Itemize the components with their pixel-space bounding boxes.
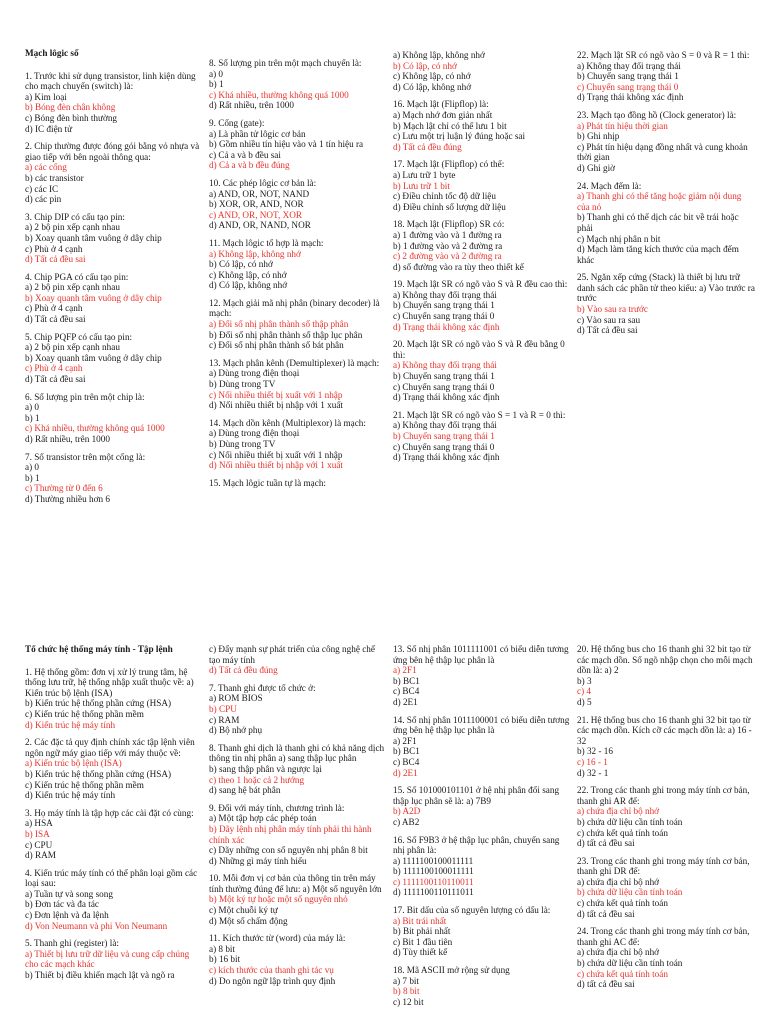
answer-option: c) các IC: [25, 183, 59, 194]
answer-option: a) 8 bit: [209, 943, 236, 954]
answer-option: c) 16 - 1: [577, 756, 608, 767]
question-text: 11. Mạch lôgic tổ hợp là mạch:: [209, 237, 324, 248]
answer-option: a) Không thay đổi trạng thái: [393, 289, 497, 300]
question-block: [25, 71, 203, 135]
answer-option: c) Thường từ 0 đến 6: [25, 483, 103, 494]
answer-option: b) Dùng trong TV: [209, 379, 276, 390]
answer-option: c) 1111100110110011: [393, 876, 474, 887]
answer-option: a) chứa địa chỉ bộ nhớ: [577, 947, 660, 958]
question-block: [393, 835, 571, 899]
question-text: 15. Mạch lôgic tuần tự là mạch:: [209, 477, 326, 488]
answer-option: d) Tất cả đều sai: [25, 254, 86, 265]
answer-option: b) Bit phải nhất: [393, 926, 451, 937]
answer-option: c) Khá nhiều, thường không quá 1000: [25, 423, 165, 434]
question-block: [209, 803, 387, 867]
answer-option: b) Xoay quanh tâm vuông ở dây chip: [25, 232, 162, 243]
answer-option: a) Không thay đổi trạng thái: [393, 360, 497, 371]
answer-option: d) 5: [577, 696, 592, 707]
answer-option: d) tất cả đều sai: [577, 908, 635, 919]
section-title: Mạch lôgic số: [25, 48, 79, 58]
question-text: 5. Thanh ghi (register) là:: [25, 938, 119, 949]
answer-option: c) chứa kết quả tính toán: [577, 898, 668, 909]
answer-option: d) 2E1: [393, 696, 418, 707]
answer-option: b) Gồm nhiều tín hiệu vào và 1 tín hiệu ra: [209, 139, 364, 150]
answer-option: d) Cả a và b đều đúng: [209, 160, 290, 171]
answer-option: b) 32 - 16: [577, 746, 613, 757]
column-3: [393, 50, 571, 470]
answer-option: d) AND, OR, NAND, NOR: [209, 220, 311, 231]
question-block: [25, 667, 203, 731]
answer-option: c) BC4: [393, 686, 420, 697]
answer-option: b) BC1: [393, 746, 420, 757]
answer-option: a) Là phần tử lôgic cơ bản: [209, 128, 306, 139]
answer-option: a) 2 bộ pin xếp cạnh nhau: [25, 282, 120, 293]
answer-option: d) sang hệ bát phân: [209, 785, 281, 796]
question-block: [393, 99, 571, 152]
answer-option: a) ROM BIOS: [209, 693, 263, 704]
column-3: [393, 644, 571, 1014]
question-block: [577, 272, 755, 336]
answer-option: a) Kim loại: [25, 91, 67, 102]
answer-option: a) Bit trái nhất: [393, 915, 447, 926]
answer-option: d) Có lập, không nhớ: [393, 81, 472, 92]
answer-option: a) Dùng trong điện thoại: [209, 368, 300, 379]
question-block: [577, 181, 755, 266]
answer-option: b) Một ký tự hoặc một số nguyên nhỏ: [209, 894, 348, 905]
answer-option: d) Tất cả đều sai: [25, 374, 86, 385]
answer-option: b) 1: [209, 79, 224, 90]
question-block: [393, 785, 571, 827]
answer-option: b) 1: [25, 472, 40, 483]
answer-option: c) Không lập, có nhớ: [209, 269, 287, 280]
answer-option: a) Mạch nhớ đơn giản nhất: [393, 109, 493, 120]
question-text: 22. Trong các thanh ghi trong máy tính cơ bản, thanh ghi AR để:: [577, 785, 750, 806]
question-text: 25. Ngăn xếp cứng (Stack) là thiết bị lưu trữ danh sách các phần tử theo kiểu: a) Vào trước ra trước: [577, 272, 755, 304]
question-text: 8. Số lượng pin trên một mạch chuyển là:: [209, 58, 362, 68]
answer-option: d) Trạng thái không xác định: [393, 321, 500, 332]
answer-option: b) Đơn tác và đa tác: [25, 899, 99, 910]
answer-option: d) Một số chấm động: [209, 915, 288, 926]
answer-option: b) 3: [577, 675, 592, 686]
answer-option: d) Trạng thái không xác định: [393, 452, 500, 463]
answer-option: c) Vào sau ra sau: [577, 314, 641, 325]
answer-option: a) Tuần tự và song song: [25, 888, 113, 899]
answer-option: d) Nối nhiều thiết bị nhập với 1 xuất: [209, 460, 343, 471]
answer-option: c) Một chuỗi ký tự: [209, 905, 278, 916]
answer-option: a) HSA: [25, 818, 53, 829]
answer-option: d) Điều chỉnh số lượng dữ liệu: [393, 201, 506, 212]
answer-option: d) Kiến trúc hệ máy tính: [25, 790, 116, 801]
question-text: 5. Chip PQFP có cấu tạo pin:: [25, 331, 133, 342]
question-block: [209, 178, 387, 231]
column-1: [25, 48, 203, 512]
answer-option: d) số đường vào ra tùy theo thiết kế: [393, 261, 524, 272]
question-text: 3. Họ máy tính là tập hợp các cài đặt có cùng:: [25, 807, 194, 818]
question-text: 21. Hệ thống bus cho 16 thanh ghi 32 bit tạo từ các mạch dồn. Kích cỡ các mạch dồn là: a) 16 - 32: [577, 714, 752, 746]
question-block: [393, 410, 571, 463]
answer-option: b) sang thập phân và ngược lại: [209, 763, 322, 774]
question-block: [25, 392, 203, 445]
question-text: 7. Thanh ghi được tổ chức ở:: [209, 682, 316, 693]
answer-option: c) kích thước của thanh ghi tác vụ: [209, 965, 334, 976]
answer-option: d) 1111100110111011: [393, 887, 474, 898]
answer-option: b) CPU: [209, 703, 237, 714]
answer-option: d) IC điện tử: [25, 123, 73, 134]
question-block: [25, 332, 203, 385]
answer-option: d) Có lập, không nhớ: [209, 280, 288, 291]
question-text: 9. Đối với máy tính, chương trình là:: [209, 802, 345, 813]
question-text: 18. Mã ASCII mở rộng sử dụng: [393, 965, 510, 976]
question-block: [577, 856, 755, 920]
answer-option: b) chứa dữ liệu cần tính toán: [577, 958, 683, 969]
answer-option: a) Kiến trúc bộ lệnh (ISA): [25, 758, 122, 769]
answer-option: c) chứa kết quả tính toán: [577, 968, 668, 979]
question-block: [393, 905, 571, 958]
answer-option: d) các pin: [25, 194, 62, 205]
answer-option: a) 2 bộ pin xếp cạnh nhau: [25, 222, 120, 233]
answer-option: c) Chuyển sang trạng thái 0: [393, 381, 495, 392]
answer-option: b) 1: [25, 412, 40, 423]
question-text: 16. Số F9B3 ở hệ thập lục phân, chuyển sang nhị phân là:: [393, 834, 560, 856]
question-text: 12. Mạch giải mã nhị phân (binary decoder) là mạch:: [209, 297, 380, 319]
answer-option: d) Trạng thái không xác định: [577, 92, 684, 103]
answer-option: c) Phát tín hiệu dạng đồng nhất và cung khoản thời gian: [577, 141, 748, 163]
answer-option: d) Rất nhiều, trên 1000: [209, 100, 294, 111]
answer-option: d) Tất cả đều sai: [25, 314, 86, 325]
answer-option: c) Mạch nhị phân n bit: [577, 233, 661, 244]
question-text: 20. Mạch lật SR có ngõ vào S và R đều bằng 0 thì:: [393, 339, 565, 360]
answer-option: a) 0: [209, 68, 224, 79]
question-block: [25, 272, 203, 325]
column-2: [209, 644, 387, 993]
answer-option: c) 4: [577, 686, 592, 697]
section-title: Tổ chức hệ thống máy tính - Tập lệnh: [25, 644, 173, 654]
answer-option: a) 2F1: [393, 665, 417, 676]
question-block: [209, 118, 387, 171]
answer-option: a) 1 đường vào và 1 đường ra: [393, 229, 502, 240]
question-text: 11. Kích thước từ (word) của máy là:: [209, 933, 346, 944]
question-block: [393, 50, 571, 92]
answer-option: a) Một tập hợp các phép toán: [209, 813, 317, 824]
question-block: [209, 478, 387, 489]
answer-option: d) tất cả đều sai: [577, 838, 635, 849]
question-block: [209, 683, 387, 736]
answer-option: d) Tùy thiết kế: [393, 947, 448, 958]
answer-option: b) Thanh ghi có thể dịch các bit về trái hoặc phải: [577, 212, 739, 233]
question-text: 1. Hệ thống gồm: đơn vị xử lý trung tâm, hệ thống lưu trữ, hệ thống nhập xuất thuộc về: a) Kiến trúc bộ lệnh (ISA): [25, 666, 194, 698]
question-block: [577, 110, 755, 174]
answer-option: b) Chuyển sang trạng thái 1: [393, 371, 495, 382]
answer-option: c) 2 đường vào và 2 đường ra: [393, 251, 502, 262]
answer-option: d) tất cả đều sai: [577, 979, 635, 990]
question-text: 9. Cổng (gate):: [209, 117, 265, 128]
answer-option: b) Vào sau ra trước: [577, 304, 648, 315]
answer-option: d) Tất cả đều đúng: [209, 665, 278, 676]
answer-option: c) Bóng đèn bình thường: [25, 112, 118, 123]
question-text: a) Không lập, không nhớ: [393, 50, 485, 60]
answer-option: d) Trạng thái không xác định: [393, 392, 500, 403]
answer-option: b) 1111100100011111: [393, 866, 474, 877]
answer-option: b) 16 bit: [209, 954, 241, 965]
answer-option: c) RAM: [209, 714, 240, 725]
question-text: 2. Chip thường được đóng gói bằng vỏ nhựa và giao tiếp với bên ngoài thông qua:: [25, 141, 200, 162]
answer-option: a) Không thay đổi trạng thái: [577, 60, 681, 71]
answer-option: a) 0: [25, 402, 40, 413]
question-text: 24. Mạch đếm là:: [577, 180, 642, 191]
answer-option: c) BC4: [393, 756, 420, 767]
answer-option: b) Ghi nhịp: [577, 131, 620, 142]
question-block: [25, 868, 203, 932]
answer-option: c) Chuyển sang trạng thái 0: [577, 81, 679, 92]
question-block: [393, 965, 571, 1007]
question-block: [25, 737, 203, 801]
question-text: 13. Mạch phân kênh (Demultiplexer) là mạch:: [209, 357, 380, 368]
answer-option: d) Mạch làm tăng kích thước của mạch đếm khác: [577, 244, 739, 265]
question-block: [393, 339, 571, 403]
question-block: [209, 933, 387, 986]
answer-option: b) chứa dữ liệu cần tính toán: [577, 887, 683, 898]
question-block: [209, 743, 387, 796]
answer-option: c) Dãy những con số nguyên nhị phân 8 bit: [209, 845, 368, 856]
question-text: 14. Mạch dồn kênh (Multiplexor) là mạch:: [209, 417, 366, 428]
answer-option: a) 2 bộ pin xếp cạnh nhau: [25, 342, 120, 353]
question-text: 4. Kiến trúc máy tính có thể phân loại gồm các loại sau:: [25, 867, 198, 889]
answer-option: a) AND, OR, NOT, NAND: [209, 188, 310, 199]
answer-option: b) Dùng trong TV: [209, 439, 276, 449]
question-block: [393, 219, 571, 272]
question-block: [393, 644, 571, 708]
answer-option: d) Kiến trúc hệ máy tính: [25, 719, 116, 730]
question-block: [25, 212, 203, 265]
answer-option: c) Phù ở 4 cạnh: [25, 363, 83, 374]
answer-option: a) 1111100100011111: [393, 855, 474, 866]
question-text: 1. Trước khi sử dụng transistor, linh kiện dùng cho mạch chuyển (switch) là:: [25, 70, 196, 92]
question-text: 23. Mạch tạo đồng hồ (Clock generator) là:: [577, 109, 737, 120]
answer-option: b) BC1: [393, 675, 420, 686]
question-block: [209, 873, 387, 926]
answer-option: b) Đổi số nhị phân thành số thập lục phân: [209, 329, 363, 340]
answer-option: c) Phù ở 4 cạnh: [25, 303, 83, 314]
column-2: [209, 58, 387, 495]
answer-option: d) 2E1: [393, 767, 418, 778]
answer-option: b) Xoay quanh tâm vuông ở dây chip: [25, 352, 162, 363]
question-block: [577, 644, 755, 708]
question-text: 17. Bit dấu của số nguyên lượng có dấu là:: [393, 905, 551, 916]
answer-option: a) 0: [25, 462, 40, 473]
question-text: 13. Số nhị phân 1011111001 có biểu diễn tương ứng bên hệ thập lục phân là: [393, 644, 569, 665]
question-text: 14. Số nhị phân 1011100001 có biểu diễn tương ứng bên hệ thập lục phân là: [393, 714, 570, 736]
answer-option: d) 32 - 1: [577, 767, 609, 778]
answer-option: d) Tất cả đều đúng: [393, 141, 462, 152]
question-text: 4. Chip PGA có cấu tạo pin:: [25, 271, 129, 282]
answer-option: c) Không lập, có nhớ: [393, 71, 471, 82]
question-block: [393, 159, 571, 212]
answer-option: b) Dãy lệnh nhị phân máy tính phải thi hành chính xác: [209, 823, 372, 845]
answer-option: b) 1 đường vào và 2 đường ra: [393, 240, 503, 251]
question-text: 6. Số lượng pin trên một chip là:: [25, 391, 145, 402]
question-text: 7. Số transistor trên một cổng là:: [25, 451, 146, 462]
question-text: 18. Mạch lật (Flipflop) SR có:: [393, 219, 505, 230]
question-block: [577, 50, 755, 103]
answer-option: d) Bộ nhớ phụ: [209, 725, 263, 736]
answer-option: b) Kiến trúc hệ thống phần cứng (HSA): [25, 698, 172, 709]
answer-option: a) Không thay đổi trạng thái: [393, 420, 497, 431]
question-text: 20. Hệ thống bus cho 16 thanh ghi 32 bit tạo từ các mạch dồn. Số ngõ nhập chọn cho mỗi mạch dồn là: a) 2: [577, 644, 753, 676]
answer-option: d) Do ngôn ngữ lập trình quy định: [209, 975, 336, 986]
answer-option: c) Kiến trúc hệ thống phần mềm: [25, 779, 144, 790]
question-text: 8. Thanh ghi dịch là thanh ghi có khả năng dịch thông tin nhị phân a) sang thập lục phân: [209, 742, 385, 764]
question-text: 10. Mỗi đơn vị cơ bản của thông tin trên máy tính thường đúng để lưu: a) Một số nguyên lớn: [209, 873, 382, 894]
answer-option: c) Đơn lệnh và đa lệnh: [25, 910, 109, 921]
answer-option: c) Chuyển sang trạng thái 0: [393, 311, 495, 322]
answer-option: d) Những gì máy tính hiểu: [209, 855, 307, 866]
answer-option: c) Lưu một trị luận lý đúng hoặc sai: [393, 131, 526, 142]
question-block: [209, 58, 387, 111]
question-block: [577, 785, 755, 849]
answer-option: b) các transistor: [25, 172, 84, 183]
answer-option: c) Điều chỉnh tốc độ dữ liệu: [393, 191, 496, 202]
answer-option: d) Rất nhiều, trên 1000: [25, 434, 110, 444]
answer-option: a) 7 bit: [393, 975, 420, 986]
answer-option: b) XOR, OR, AND, NOR: [209, 199, 304, 210]
answer-option: c) AB2: [393, 816, 420, 827]
column-4: [577, 50, 755, 343]
answer-option: b) A2D: [393, 806, 421, 817]
answer-option: a) Phát tín hiệu thời gian: [577, 120, 668, 131]
question-block: [393, 279, 571, 332]
answer-option: c) Bit 1 đầu tiên: [393, 936, 453, 947]
answer-option: d) Nối nhiều thiết bị nhập với 1 xuất: [209, 400, 343, 411]
column-4: [577, 644, 755, 997]
answer-option: a) chứa địa chỉ bộ nhớ: [577, 806, 660, 817]
column-1: [25, 644, 203, 988]
answer-option: a) chứa địa chỉ bộ nhớ: [577, 876, 660, 887]
answer-option: b) Thiết bị điều khiển mạch lật và ngõ ra: [25, 970, 175, 981]
question-text: 3. Chip DIP có cấu tạo pin:: [25, 211, 125, 222]
question-block: [209, 644, 387, 676]
answer-option: b) 8 bit: [393, 986, 420, 997]
answer-option: a) 2F1: [393, 735, 417, 746]
answer-option: c) theo 1 hoặc cả 2 hướng: [209, 774, 305, 785]
question-block: [209, 298, 387, 351]
question-text: 22. Mạch lật SR có ngõ vào S = 0 và R = 1 thì:: [577, 50, 750, 60]
answer-option: b) Kiến trúc hệ thống phần cứng (HSA): [25, 768, 172, 779]
answer-option: c) Phù ở 4 cạnh: [25, 243, 83, 254]
answer-option: a) Thiết bị lưu trữ dữ liệu và cung cấp chúng cho các mạch khác: [25, 948, 190, 970]
answer-option: b) Chuyển sang trạng thái 1: [393, 300, 495, 311]
answer-option: a) Không lập, không nhớ: [209, 248, 301, 259]
question-block: [209, 418, 387, 471]
question-text: 15. Số 101000101101 ở hệ nhị phân đổi sang thập lục phân sẽ là: a) 7B9: [393, 785, 560, 806]
answer-option: b) chứa dữ liệu cần tính toán: [577, 816, 683, 827]
question-text: 16. Mạch lật (Flipflop) là:: [393, 99, 489, 110]
question-text: 10. Các phép lôgic cơ bản là:: [209, 177, 317, 188]
question-block: [577, 926, 755, 990]
answer-option: c) CPU: [25, 839, 53, 850]
answer-option: b) Bóng đèn chân không: [25, 102, 116, 113]
answer-option: b) Có lập, có nhớ: [209, 259, 273, 270]
answer-option: b) Lưu trữ 1 bit: [393, 180, 450, 191]
answer-option: b) Có lập, có nhớ: [393, 60, 457, 71]
question-block: [25, 808, 203, 861]
answer-option: c) Nối nhiều thiết bị xuất với 1 nhập: [209, 389, 343, 400]
answer-option: b) Xoay quanh tâm vuông ở dây chip: [25, 292, 162, 303]
answer-option: b) Chuyển sang trạng thái 1: [393, 431, 495, 441]
answer-option: a) Thanh ghi có thể tăng hoặc giảm nội dung của nó: [577, 191, 742, 212]
answer-option: c) chứa kết quả tính toán: [577, 827, 668, 838]
answer-option: c) Khá nhiều, thường không quá 1000: [209, 89, 349, 100]
answer-option: b) Mạch lật chỉ có thể lưu 1 bit: [393, 120, 507, 131]
answer-option: c) AND, OR, NOT, XOR: [209, 209, 302, 220]
answer-option: c) Đổi số nhị phân thành số bát phân: [209, 340, 344, 351]
answer-option: c) Nối nhiều thiết bị xuất với 1 nhập: [209, 449, 343, 460]
answer-option: a) Dùng trong điện thoại: [209, 428, 300, 439]
answer-option: d) RAM: [25, 850, 56, 861]
answer-option: d) Tất cả đều sai: [577, 325, 638, 336]
question-text: 24. Trong các thanh ghi trong máy tính cơ bản, thanh ghi AC để:: [577, 926, 750, 947]
question-block: [25, 938, 203, 980]
question-text: 21. Mạch lật SR có ngõ vào S = 1 và R = 0 thì:: [393, 409, 566, 420]
answer-option: a) Đổi số nhị phân thành số thập phân: [209, 319, 349, 330]
question-block: [393, 715, 571, 779]
question-text: c) Đẩy mạnh sự phát triển của công nghệ chế tạo máy tính: [209, 644, 375, 665]
question-text: 2. Các đặc tả quy định chính xác tập lệnh viên ngôn ngữ máy giao tiếp với máy thuộc về:: [25, 737, 195, 758]
question-block: [209, 358, 387, 411]
question-block: [25, 141, 203, 205]
answer-option: c) Kiến trúc hệ thống phần mềm: [25, 708, 144, 719]
question-text: 19. Mạch lật SR có ngõ vào S và R đều cao thì:: [393, 279, 568, 290]
answer-option: d) Ghi giờ: [577, 162, 616, 173]
answer-option: a) các cổng: [25, 162, 67, 173]
answer-option: c) 12 bit: [393, 996, 424, 1007]
answer-option: b) ISA: [25, 828, 50, 839]
question-text: 23. Trong các thanh ghi trong máy tính cơ bản, thanh ghi DR để:: [577, 855, 750, 877]
answer-option: c) Cả a và b đều sai: [209, 149, 281, 160]
answer-option: c) Chuyển sang trạng thái 0: [393, 441, 495, 452]
answer-option: d) Von Neumann và phi Von Neumann: [25, 920, 168, 931]
answer-option: a) Lưu trữ 1 byte: [393, 169, 456, 180]
answer-option: b) Chuyển sang trạng thái 1: [577, 71, 679, 82]
question-text: 17. Mạch lật (Flipflop) có thể:: [393, 159, 505, 170]
question-block: [25, 452, 203, 505]
question-block: [577, 715, 755, 779]
question-block: [209, 238, 387, 291]
answer-option: d) Thường nhiều hơn 6: [25, 493, 110, 504]
